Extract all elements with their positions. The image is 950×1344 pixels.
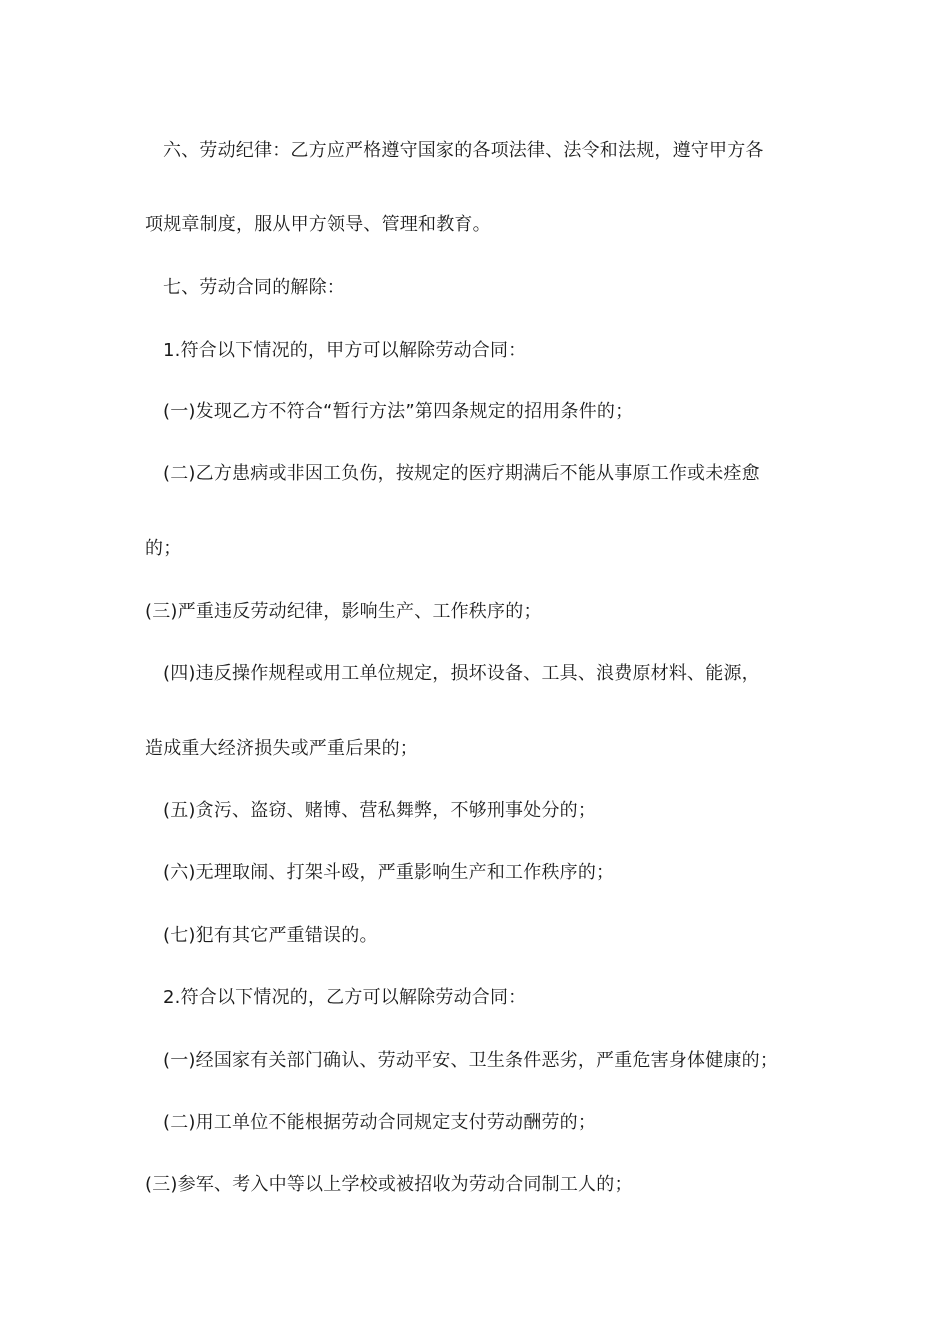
text-line-11: (五)贪污、盗窃、赌博、营私舞弊，不够刑事处分的； <box>163 800 597 821</box>
text-line-6: (二)乙方患病或非因工负伤，按规定的医疗期满后不能从事原工作或未痊愈 <box>163 463 760 484</box>
text-line-9: (四)违反操作规程或用工单位规定，损坏设备、工具、浪费原材料、能源， <box>163 663 760 684</box>
text-line-1: 六、劳动纪律：乙方应严格遵守国家的各项法律、法令和法规，遵守甲方各 <box>163 140 764 161</box>
text-line-12: (六)无理取闹、打架斗殴，严重影响生产和工作秩序的； <box>163 862 615 883</box>
text-line-4: 1.符合以下情况的，甲方可以解除劳动合同： <box>163 340 527 361</box>
text-line-14: 2.符合以下情况的，乙方可以解除劳动合同： <box>163 987 527 1008</box>
text-line-15: (一)经国家有关部门确认、劳动平安、卫生条件恶劣，严重危害身体健康的； <box>163 1050 779 1071</box>
text-line-13: (七)犯有其它严重错误的。 <box>163 925 378 946</box>
text-line-16: (二)用工单位不能根据劳动合同规定支付劳动酬劳的； <box>163 1112 597 1133</box>
text-line-3: 七、劳动合同的解除： <box>163 277 345 298</box>
text-line-8: (三)严重违反劳动纪律，影响生产、工作秩序的； <box>145 601 542 622</box>
text-line-2: 项规章制度，服从甲方领导、管理和教育。 <box>145 214 491 235</box>
text-line-5: (一)发现乙方不符合“暂行方法”第四条规定的招用条件的； <box>163 401 634 422</box>
text-line-7: 的； <box>145 538 182 559</box>
text-line-17: (三)参军、考入中等以上学校或被招收为劳动合同制工人的； <box>145 1174 633 1195</box>
text-line-10: 造成重大经济损失或严重后果的； <box>145 738 418 759</box>
